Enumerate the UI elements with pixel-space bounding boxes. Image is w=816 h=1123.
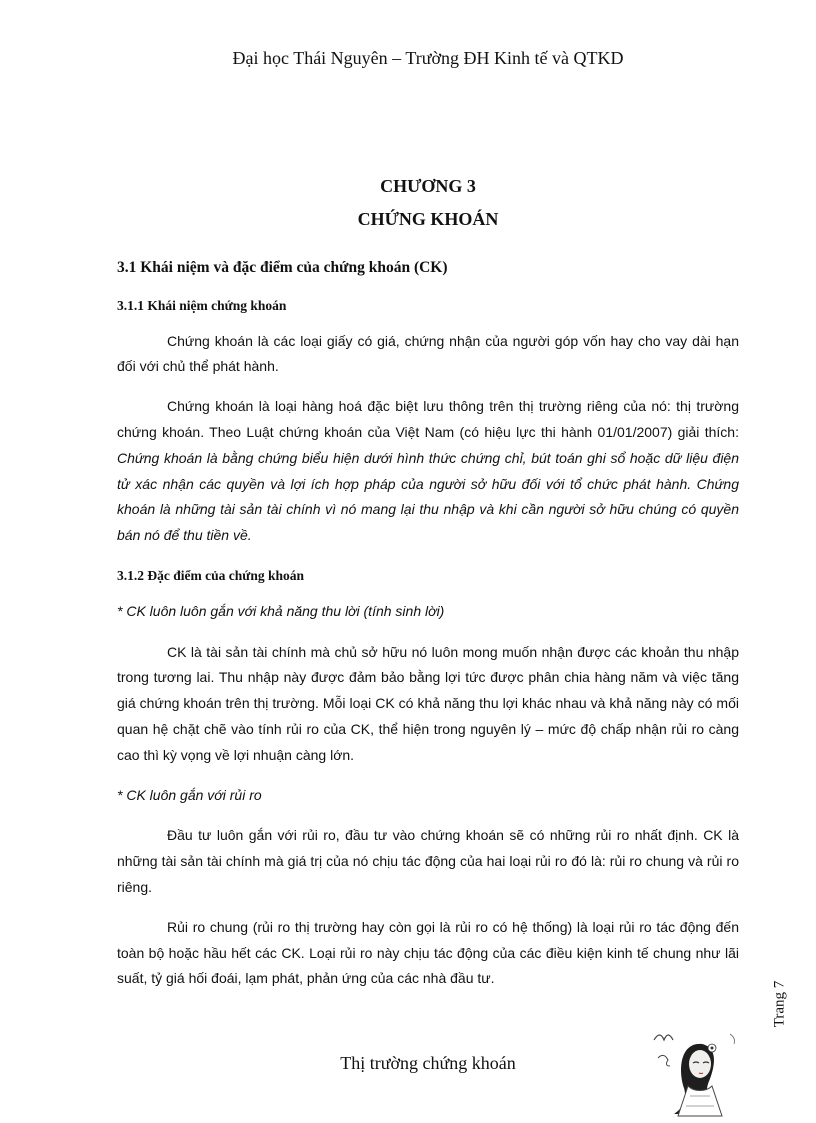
girl-illustration-logo-icon bbox=[650, 1022, 750, 1118]
document-body bbox=[117, 255, 739, 1006]
section-heading-3-1: 3.1 Khái niệm và đặc điểm của chứng khoán (CK) bbox=[117, 259, 448, 276]
paragraph: CK là tài sản tài chính mà chủ sở hữu nó luôn mong muốn nhận được các khoản thu nhập trong tương lai. Thu nhập này được đảm bảo bằng lợi tức được phân chia hàng năm và việc tăng giá chứng khoán trên thị trường. Mỗi loại CK có khả năng thu lợi khác nhau và khả năng này có mối quan hệ chặt chẽ vào tính rủi ro của CK, thể hiện trong nguyên lý – mức độ chấp nhận rủi ro càng cao thì kỳ vọng về lợi nhuận càng lớn. bbox=[117, 643, 739, 763]
paragraph: Rủi ro chung (rủi ro thị trường hay còn gọi là rủi ro có hệ thống) là loại rủi ro tác động đến toàn bộ hoặc hầu hết các CK. Loại rủi ro này chịu tác động của các điều kiện kinh tế chung như lãi suất, tỷ giá hối đoái, lạm phát, phản ứng của các nhà đầu tư. bbox=[117, 918, 739, 987]
bullet-profitability: * CK luôn luôn gắn với khả năng thu lời (tính sinh lời) bbox=[117, 602, 445, 619]
section-heading-3-1-1: 3.1.1 Khái niệm chứng khoán bbox=[117, 297, 287, 313]
section-heading-3-1-2: 3.1.2 Đặc điểm của chứng khoán bbox=[117, 567, 304, 583]
paragraph: Đầu tư luôn gắn với rủi ro, đầu tư vào chứng khoán sẽ có những rủi ro nhất định. CK là những tài sản tài chính mà giá trị của nó chịu tác động của hai loại rủi ro đó là: rủi ro chung và rủi ro riêng. bbox=[117, 827, 739, 895]
paragraph: Chứng khoán là các loại giấy có giá, chứng nhận của người góp vốn hay cho vay dài hạn đối với chủ thể phát hành. bbox=[117, 332, 739, 375]
page-footer: Thị trường chứng khoán bbox=[340, 1053, 516, 1073]
page-number: Trang 7 bbox=[771, 980, 788, 1028]
paragraph-text: Chứng khoán là loại hàng hoá đặc biệt lưu thông trên thị trường riêng của nó: thị trường chứng khoán. Theo Luật chứng khoán của Việt Nam (có hiệu lực thi hành 01/01/2007) giải thích: bbox=[117, 398, 739, 440]
bullet-risk: * CK luôn gắn với rủi ro bbox=[117, 786, 262, 803]
paragraph-definition bbox=[117, 394, 739, 549]
page-header: Đại học Thái Nguyên – Trường ĐH Kinh tế và QTKD bbox=[232, 48, 624, 68]
chapter-title: CHỨNG KHOÁN bbox=[357, 209, 499, 229]
chapter-number: CHƯƠNG 3 bbox=[380, 176, 476, 196]
legal-definition-quote: Chứng khoán là bằng chứng biểu hiện dưới hình thức chứng chỉ, bút toán ghi sổ hoặc dữ liệu điện tử xác nhận các quyền và lợi ích hợp pháp của người sở hữu đối với tổ chức phát hành. Chứng khoán là những tài sản tài chính vì nó mang lại thu nhập và khi cần người sở hữu chúng có quyền bán nó để thu tiền về. bbox=[117, 449, 739, 544]
